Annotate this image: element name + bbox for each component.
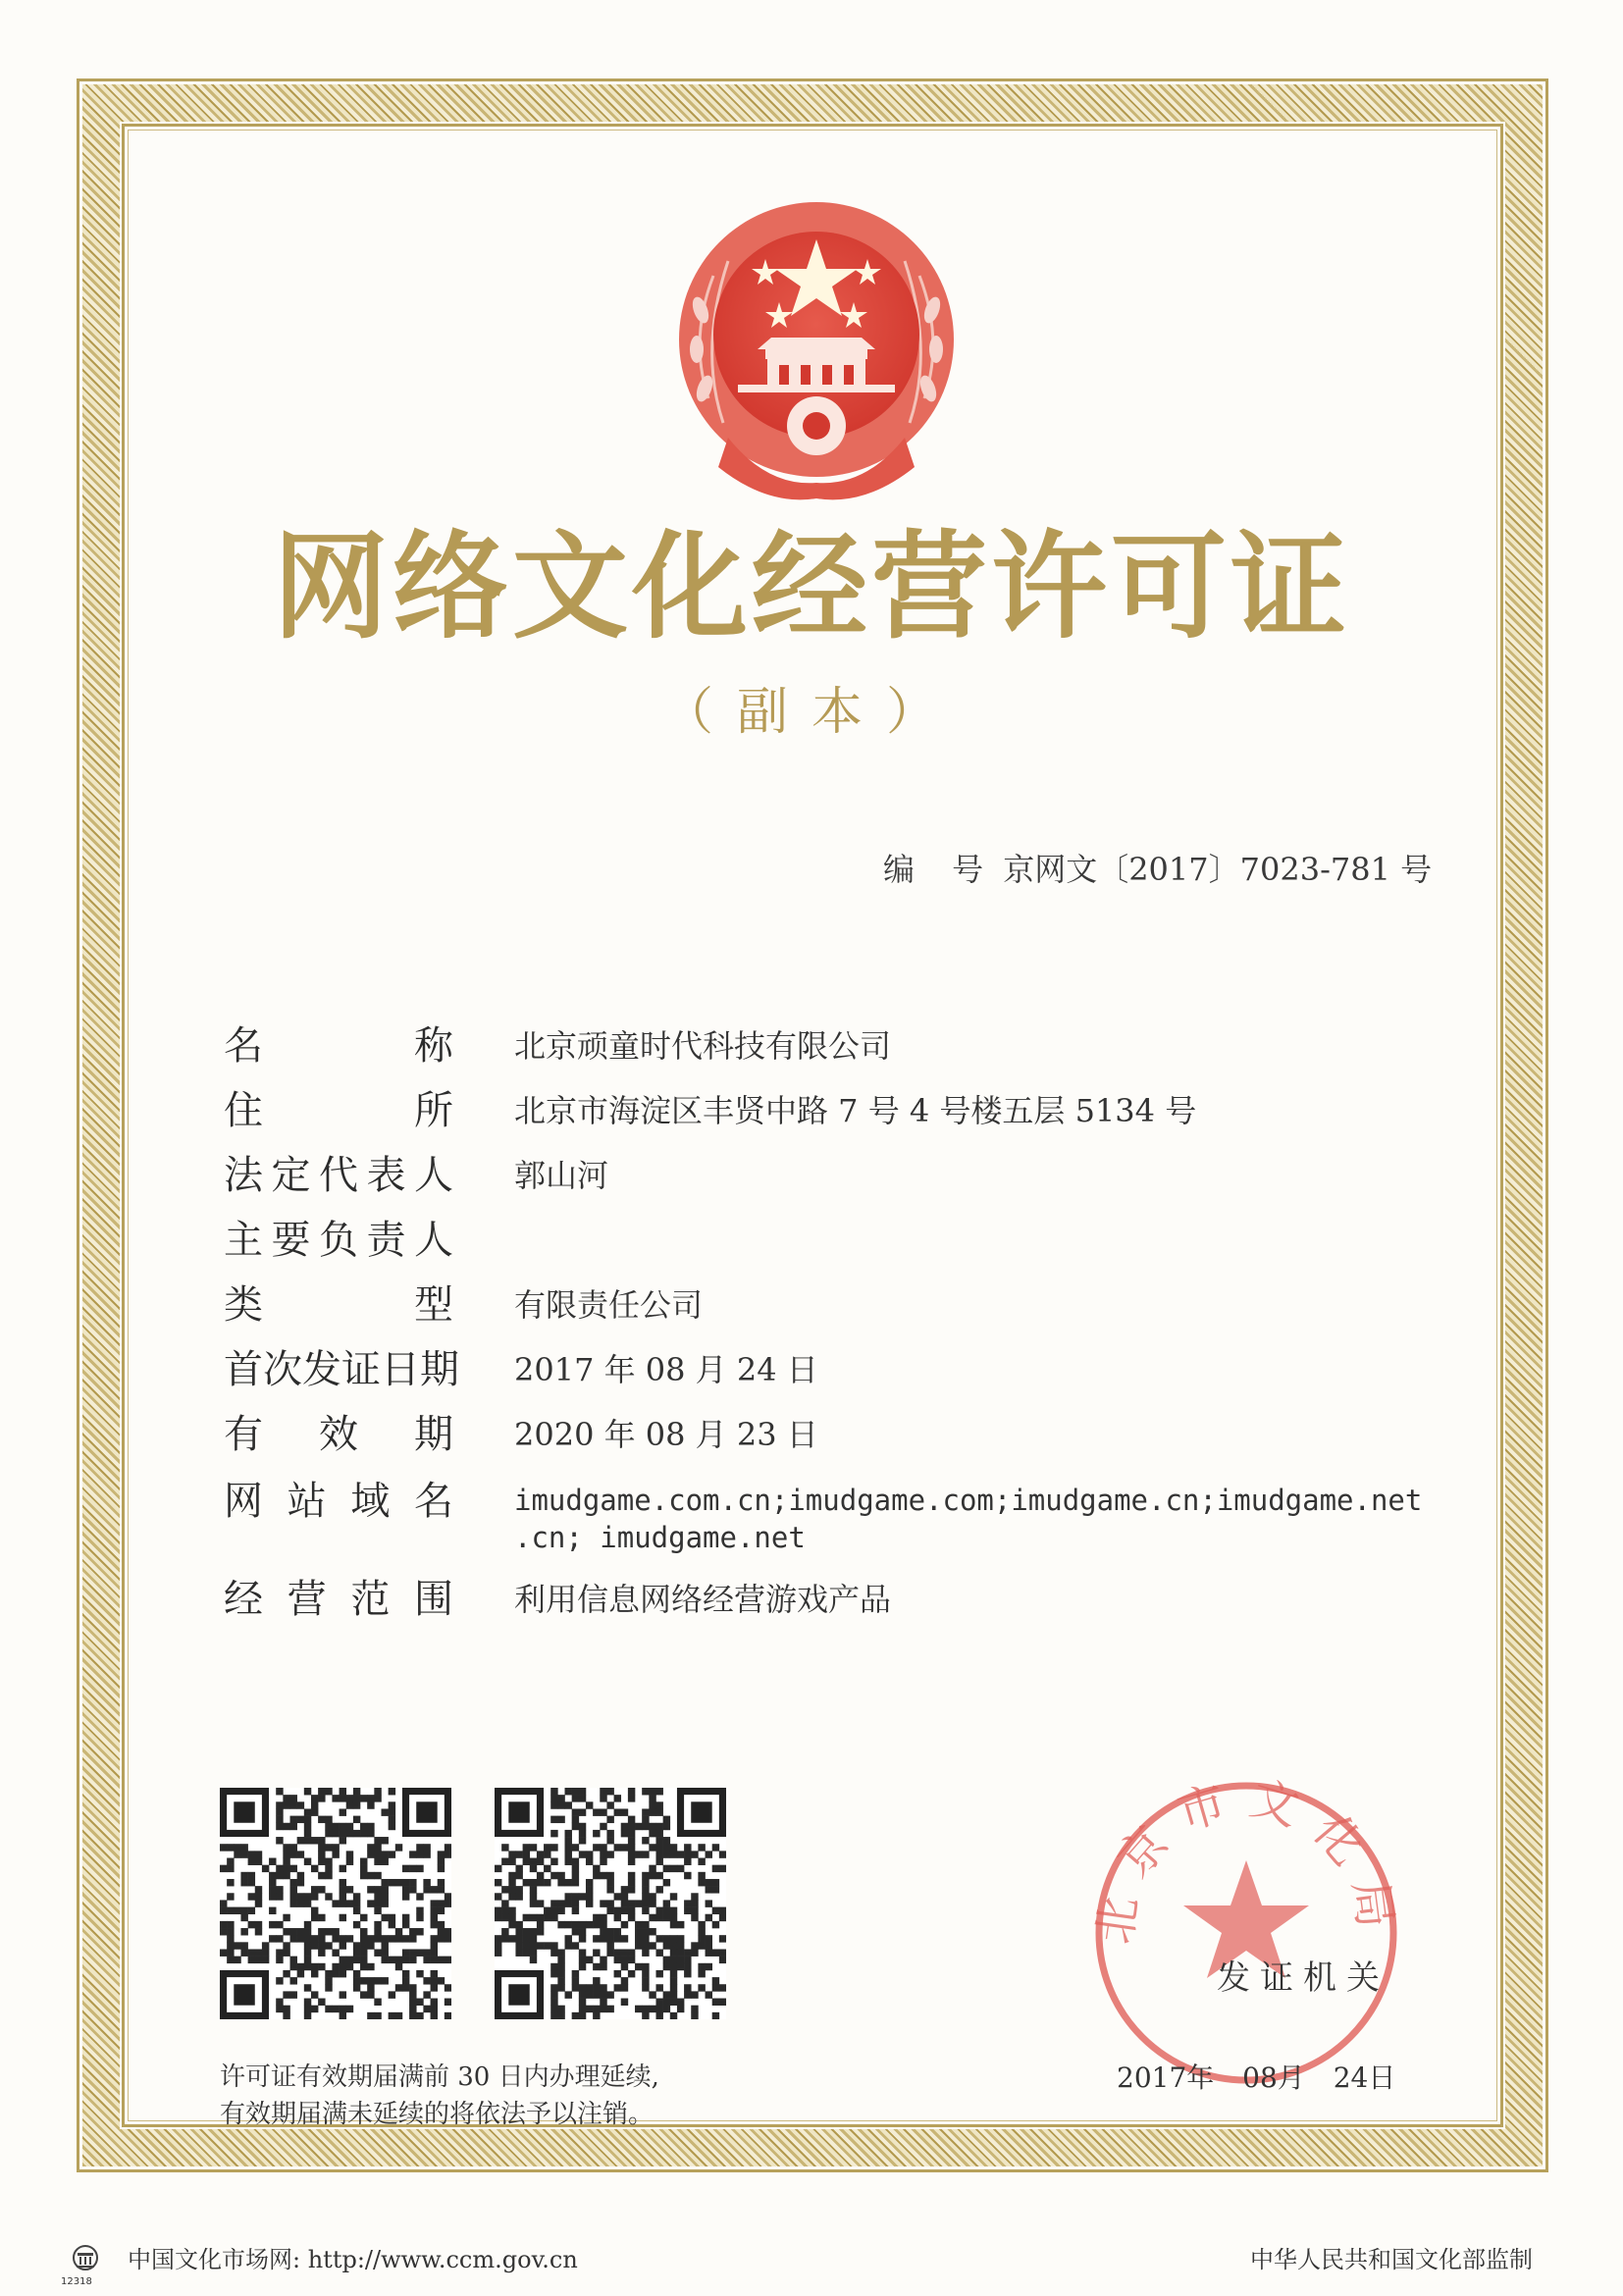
official-seal-icon: [1079, 1766, 1413, 2100]
field-label-char: 名: [224, 1023, 263, 1069]
field-label-type: [224, 1279, 453, 1331]
validity-notice-line2: 有效期届满未延续的将依法予以注销。: [220, 2100, 654, 2129]
field-label-char: 经: [224, 1577, 263, 1622]
field-value-validity: 2020 年 08 月 23 日: [514, 1416, 818, 1453]
field-label-char: 主: [224, 1218, 263, 1263]
field-label-char: 住: [224, 1088, 263, 1133]
field-label-char: 域: [350, 1479, 391, 1524]
footer-website: 中国文化市场网: http://www.ccm.gov.cn: [128, 2246, 578, 2273]
field-label-validity: [224, 1409, 453, 1460]
field-label-char: 网: [224, 1479, 263, 1524]
field-label-char: 期: [420, 1347, 459, 1392]
field-label-business-scope: [224, 1574, 453, 1625]
field-label-char: 人: [414, 1218, 453, 1263]
field-label-char: 首: [224, 1347, 263, 1392]
field-label-char: 称: [414, 1023, 453, 1069]
field-label-char: 所: [414, 1088, 453, 1133]
field-label-first-issue-date: [224, 1344, 459, 1395]
field-label-char: 期: [414, 1412, 453, 1457]
field-value-domains-line1: imudgame.com.cn;imudgame.com;imudgame.cn;imudgame.net: [514, 1484, 1423, 1517]
field-label-char: 定: [271, 1153, 311, 1198]
field-label-name: [224, 1020, 453, 1071]
field-label-char: 型: [414, 1282, 453, 1328]
seal-text: 北京市文化局: [1086, 1770, 1405, 1949]
ccm-logo-icon: [69, 2243, 102, 2276]
field-label-char: 发: [302, 1347, 341, 1392]
field-label-char: 证: [341, 1347, 381, 1392]
field-label-address: [224, 1085, 453, 1136]
field-label-char: 有: [224, 1412, 263, 1457]
certificate-number-value: 京网文〔2017〕7023-781 号: [1003, 851, 1433, 888]
field-label-char: 次: [263, 1347, 302, 1392]
certificate-subtitle: （副本）: [661, 683, 961, 742]
field-value-first-issue-date: 2017 年 08 月 24 日: [514, 1351, 818, 1388]
field-label-char: 范: [350, 1577, 391, 1622]
field-label-char: 类: [224, 1282, 263, 1328]
field-label-char: 要: [271, 1218, 311, 1263]
field-label-char: 负: [319, 1218, 358, 1263]
field-label-char: 效: [319, 1412, 358, 1457]
qr-code-left: [220, 1788, 451, 2019]
field-label-char: 营: [287, 1577, 327, 1622]
validity-notice: [220, 2059, 809, 2133]
certificate-number: [883, 848, 1433, 891]
validity-notice-line1: 许可证有效期届满前 30 日内办理延续,: [220, 2062, 659, 2092]
field-label-char: 站: [287, 1479, 327, 1524]
issue-date: 2017年 08月 24日: [1117, 2061, 1396, 2094]
certificate-number-label: 编 号: [883, 851, 998, 888]
qr-code-right: [495, 1788, 726, 2019]
field-label-char: 日: [381, 1347, 420, 1392]
field-value-type: 有限责任公司: [514, 1286, 704, 1324]
field-label-char: 法: [224, 1153, 263, 1198]
field-value-legal-representative: 郭山河: [514, 1157, 609, 1194]
issuing-authority-label: 发证机关: [1217, 1958, 1389, 1998]
field-label-char: 责: [366, 1218, 406, 1263]
ccm-logo-number: 12318: [61, 2276, 92, 2287]
field-label-domains: [224, 1476, 453, 1527]
field-value-address: 北京市海淀区丰贤中路 7 号 4 号楼五层 5134 号: [514, 1092, 1197, 1129]
field-label-legal-representative: [224, 1150, 453, 1201]
field-value-business-scope: 利用信息网络经营游戏产品: [514, 1581, 892, 1618]
field-label-char: 围: [413, 1577, 453, 1622]
field-label-char: 代: [319, 1153, 358, 1198]
national-emblem-icon: [669, 192, 964, 506]
field-label-char: 表: [366, 1153, 406, 1198]
field-value-name: 北京顽童时代科技有限公司: [514, 1027, 892, 1065]
certificate-title: 网络文化经营许可证: [272, 518, 1350, 654]
field-label-char: 人: [414, 1153, 453, 1198]
footer-supervisor: 中华人民共和国文化部监制: [1250, 2246, 1533, 2273]
field-label-char: 名: [413, 1479, 453, 1524]
field-label-principal: [224, 1215, 453, 1266]
field-value-domains-line2: .cn; imudgame.net: [514, 1521, 806, 1554]
